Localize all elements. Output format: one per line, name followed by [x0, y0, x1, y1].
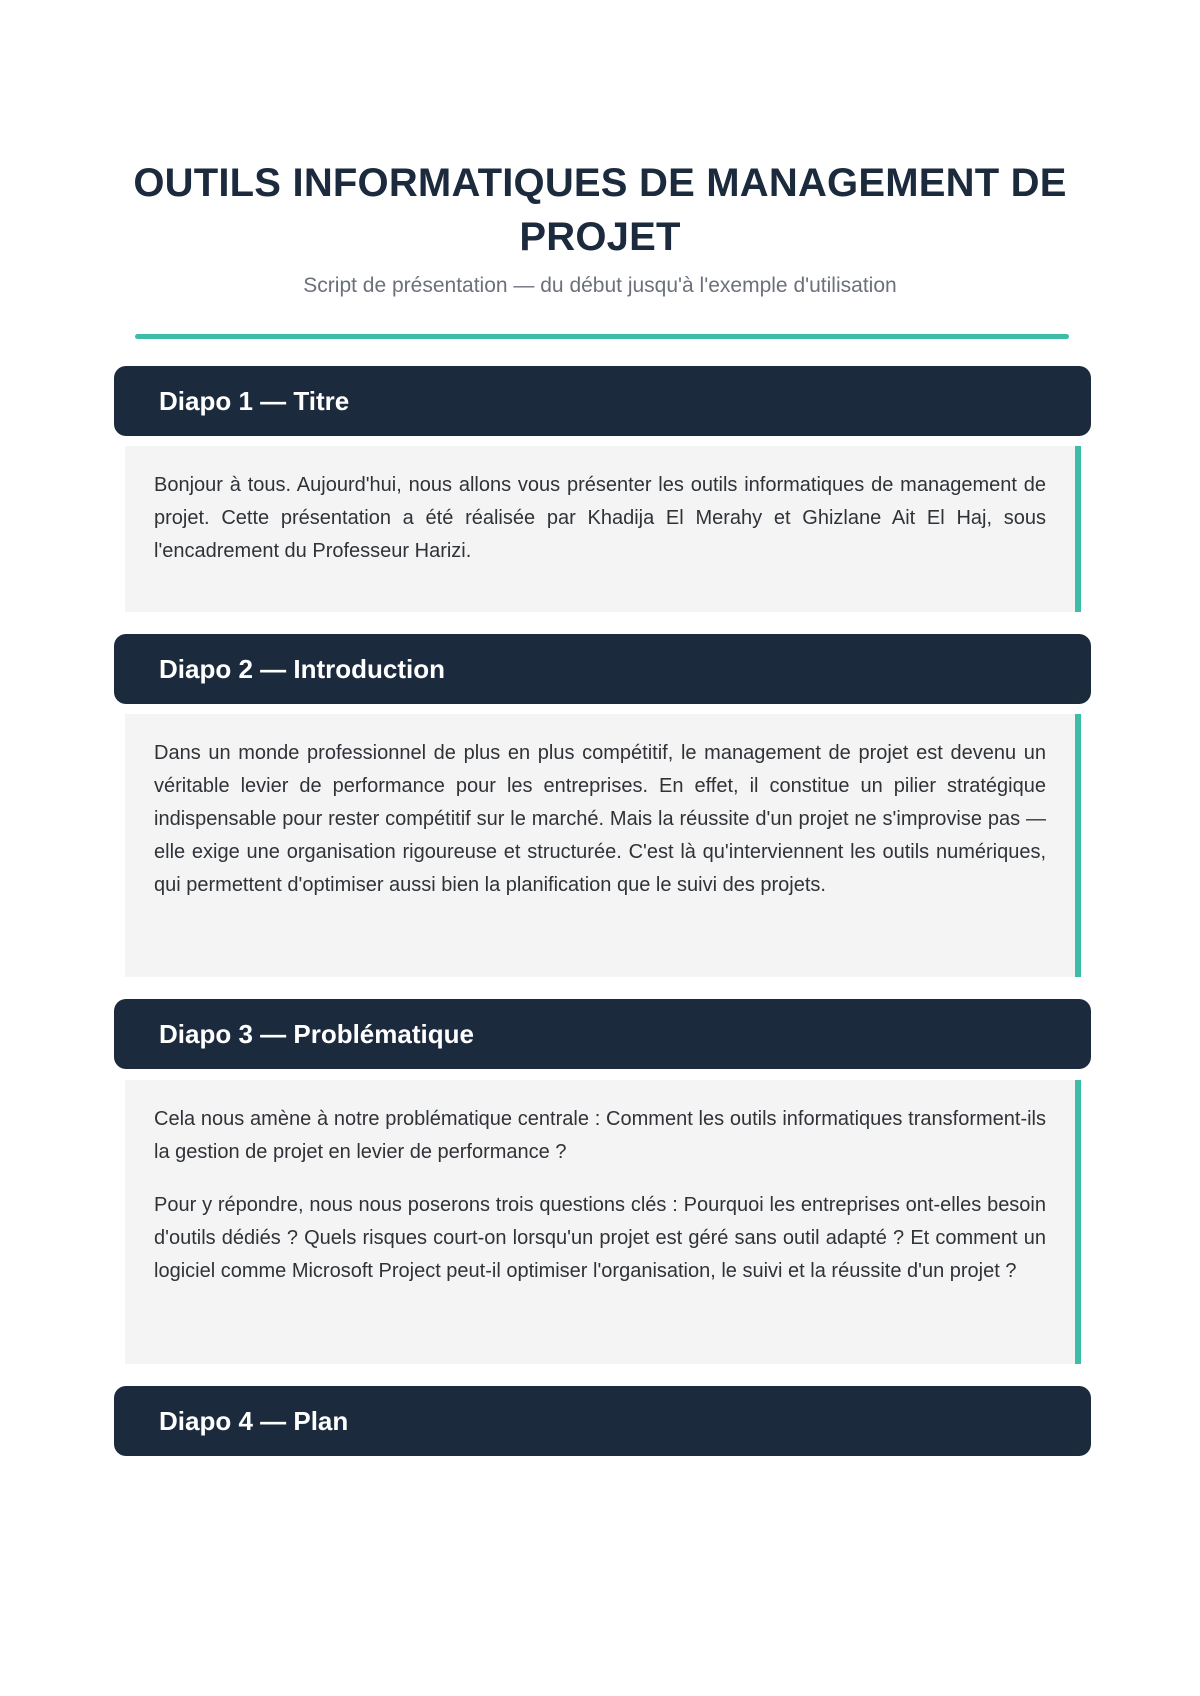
slide-2-header [114, 634, 1091, 704]
slide-2-body [125, 714, 1081, 977]
document-subtitle: Script de présentation — du début jusqu'à l'exemple d'utilisation [303, 274, 897, 297]
slide-3-paragraph-1: Cela nous amène à notre problématique centrale : Comment les outils informatiques transforment-ils la gestion de projet en levier de performance ? [154, 1108, 1046, 1163]
slide-3-heading: Diapo 3 — Problématique [159, 1018, 474, 1049]
slide-4-heading: Diapo 4 — Plan [159, 1405, 349, 1436]
slide-1-body [125, 446, 1081, 612]
slide-1-header [114, 366, 1091, 436]
slide-3-body [125, 1080, 1081, 1364]
slide-3-paragraph-2: Pour y répondre, nous nous poserons trois questions clés : Pourquoi les entreprises ont-elles besoin d'outils dédiés ? Quels risques court-on lorsqu'un projet est géré sans outil adapté ? Et comment un logiciel comme Microsoft Project peut-il optimiser l'organisation, le suivi et la réussite d'un projet ? [154, 1194, 1046, 1282]
title-divider [135, 334, 1069, 339]
slide-2-paragraph-1: Dans un monde professionnel de plus en plus compétitif, le management de projet est devenu un véritable levier de performance pour les entreprises. En effet, il constitue un pilier stratégique indispensable pour rester compétitif sur le marché. Mais la réussite d'un projet ne s'improvise pas — elle exige une organisation rigoureuse et structurée. C'est là qu'interviennent les outils numériques, qui permettent d'optimiser aussi bien la planification que le suivi des projets. [154, 742, 1046, 896]
slide-1-paragraph-1: Bonjour à tous. Aujourd'hui, nous allons vous présenter les outils informatiques de management de projet. Cette présentation a été réalisée par Khadija El Merahy et Ghizlane Ait El Haj, sous l'encadrement du Professeur Harizi. [154, 474, 1046, 562]
slide-4-header [114, 1386, 1091, 1456]
slide-3-header [114, 999, 1091, 1069]
slide-1-heading: Diapo 1 — Titre [159, 385, 350, 416]
document-title: OUTILS INFORMATIQUES DE MANAGEMENT DE PROJET [133, 161, 1067, 259]
slide-2-heading: Diapo 2 — Introduction [159, 653, 445, 684]
